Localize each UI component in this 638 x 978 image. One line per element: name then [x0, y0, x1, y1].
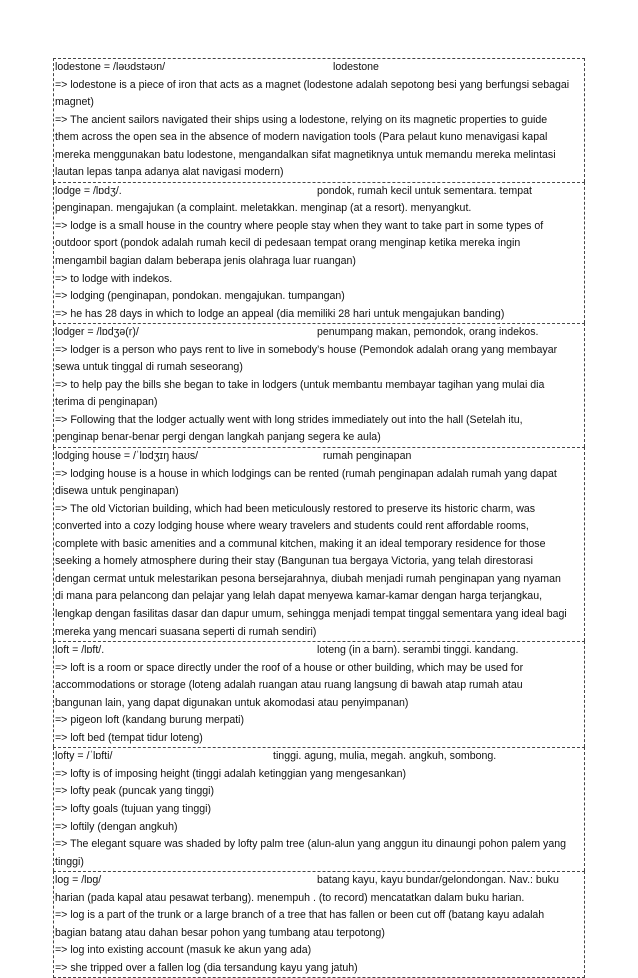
entry-translation: rumah penginapan — [323, 450, 412, 463]
entry-line: => loft bed (tempat tidur loteng) — [55, 731, 203, 744]
dictionary-entry — [53, 182, 585, 323]
entry-line: => lofty goals (tujuan yang tinggi) — [55, 802, 212, 815]
entry-line: => lodge is a small house in the country where people stay when they want to take part in some types of — [55, 219, 544, 232]
entry-line: complete with basic amenities and a communal kitchen, making it an ideal temporary residence for those — [55, 537, 546, 550]
entry-translation: loteng (in a barn). serambi tinggi. kandang. — [317, 644, 519, 657]
entry-translation: lodestone — [333, 61, 379, 73]
entry-line: => to lodge with indekos. — [55, 272, 173, 285]
entry-line: => lofty is of imposing height (tinggi adalah ketinggian yang mengesankan) — [55, 767, 406, 780]
entry-line: lautan lepas tanpa adanya alat navigasi modern) — [55, 166, 284, 179]
entry-line: accommodations or storage (loteng adalah ruangan atau ruang langsung di bawah atap rumah atau — [55, 679, 523, 692]
entry-line: outdoor sport (pondok adalah rumah kecil di pedesaan tempat orang menginap ketika mereka ingin — [55, 237, 521, 250]
dictionary-entry — [53, 58, 585, 182]
entry-headword-line — [55, 872, 583, 890]
entry-term: lodger = /lɒdʒə(r)/ — [55, 326, 139, 339]
entry-line: => The elegant square was shaded by lofty palm tree (alun-alun yang anggun itu dinaungi pohon palem yang — [55, 838, 567, 851]
entry-line: tinggi) — [55, 855, 84, 868]
entry-line: bangunan lain, yang dapat digunakan untuk akomodasi atau penyimpanan) — [55, 696, 409, 709]
dictionary-entry — [53, 747, 585, 871]
entry-line: harian (pada kapal atau pesawat terbang). menempuh . (to record) mencatatkan dalam buku harian. — [55, 891, 525, 904]
entry-line: => lodestone is a piece of iron that acts as a magnet (lodestone adalah sepotong besi yang berfungsi sebagai — [55, 78, 570, 91]
entry-line: mengambil bagian dalam beberapa jenis olahraga luar ruangan) — [55, 255, 356, 268]
entry-term: log = /lɒg/ — [55, 874, 102, 887]
entry-line: => he has 28 days in which to lodge an appeal (dia memiliki 28 hari untuk mengajukan banding) — [55, 307, 505, 320]
entry-line: => loft is a room or space directly under the roof of a house or other building, which may be used for — [55, 661, 524, 674]
entry-line: penginap benar-benar pergi dengan langkah panjang segera ke aula) — [55, 431, 381, 444]
entry-line: sewa untuk tinggal di rumah seseorang) — [55, 361, 243, 374]
entry-line: bagian batang atau dahan besar pohon yang tumbang atau terpotong) — [55, 926, 385, 939]
entry-line: dengan cermat untuk melestarikan pesona bersejarahnya, diubah menjadi rumah penginapan yang nyaman — [55, 572, 561, 585]
entry-line: => lodger is a person who pays rent to live in somebody’s house (Pemondok adalah orang yang membayar — [55, 343, 558, 356]
dictionary-entry — [53, 447, 585, 641]
entry-line: => log is a part of the trunk or a large branch of a tree that has fallen or been cut off (batang kayu adalah — [55, 909, 545, 922]
dictionary-page — [53, 58, 585, 978]
entry-translation: pondok, rumah kecil untuk sementara. tempat — [317, 184, 532, 197]
entry-line: => to help pay the bills she began to take in lodgers (untuk membantu membayar tagihan yang mulai dia — [55, 378, 545, 391]
entry-term: lodestone = /ləʊdstəʊn/ — [55, 61, 166, 73]
entry-term: lofty = /ˈlɒfti/ — [55, 750, 113, 763]
entry-line: mereka menggunakan batu lodestone, mengandalkan sifat magnetiknya untuk memandu mereka melintasi — [55, 148, 556, 161]
entry-term: lodge = /lɒdʒ/. — [55, 184, 122, 197]
entry-line: => lodging (penginapan, pondokan. mengajukan. tumpangan) — [55, 290, 345, 303]
dictionary-entry — [53, 641, 585, 747]
entry-line: terima di penginapan) — [55, 396, 158, 409]
entry-line: => Following that the lodger actually went with long strides immediately out into the hall (Setelah itu, — [55, 413, 523, 426]
entry-line: disewa untuk penginapan) — [55, 485, 179, 498]
entry-translation: penumpang makan, pemondok, orang indekos. — [317, 326, 539, 339]
entry-line: => she tripped over a fallen log (dia tersandung kayu yang jatuh) — [55, 961, 358, 974]
entry-line: => lodging house is a house in which lodgings can be rented (rumah penginapan adalah rumah yang dapat — [55, 467, 557, 480]
entry-line: => lofty peak (puncak yang tinggi) — [55, 785, 215, 798]
entry-headword-line — [55, 642, 583, 660]
entry-line: => loftily (dengan angkuh) — [55, 820, 178, 833]
entry-headword-line — [55, 748, 583, 766]
entry-line: => log into existing account (masuk ke akun yang ada) — [55, 944, 312, 957]
entry-headword-line — [55, 183, 583, 201]
entry-headword-line — [55, 59, 583, 77]
entry-term: lodging house = /ˈlɒdʒɪŋ haʊs/ — [55, 450, 199, 463]
entry-term: loft = /lɒft/. — [55, 644, 105, 657]
entry-line: lengkap dengan fasilitas dasar dan dapur umum, sehingga menjadi tempat tinggal sementara yang ideal bagi — [55, 607, 567, 620]
entry-headword-line — [55, 448, 583, 466]
entry-line: them across the open sea in the absence of modern navigation tools (Para pelaut kuno menavigasi kapal — [55, 131, 548, 144]
entry-line: mereka yang mencari suasana seperti di rumah sendiri) — [55, 625, 317, 638]
entry-line: penginapan. mengajukan (a complaint. meletakkan. menginap (at a resort). menyangkut. — [55, 202, 472, 215]
entry-line: => The old Victorian building, which had been meticulously restored to preserve its historic charm, was — [55, 502, 536, 515]
entry-line: converted into a cozy lodging house where weary travelers and students could rent affordable rooms, — [55, 520, 529, 533]
entry-headword-line — [55, 324, 583, 342]
entry-translation: batang kayu, kayu bundar/gelondongan. Nav.: buku — [317, 874, 559, 887]
dictionary-entry — [53, 871, 585, 978]
dictionary-entry — [53, 323, 585, 447]
entry-translation: tinggi. agung, mulia, megah. angkuh, sombong. — [273, 750, 497, 763]
entry-line: seeking a homely atmosphere during their stay (Bangunan tua bergaya Victoria, yang telah direstorasi — [55, 555, 533, 568]
entry-line: magnet) — [55, 96, 94, 109]
entry-line: => The ancient sailors navigated their ships using a lodestone, relying on its magnetic properties to guide — [55, 113, 548, 126]
entry-line: => pigeon loft (kandang burung merpati) — [55, 714, 245, 727]
entry-line: di mana para pelancong dan pelajar yang lelah dapat menyewa kamar-kamar dengan harga terjangkau, — [55, 590, 543, 603]
